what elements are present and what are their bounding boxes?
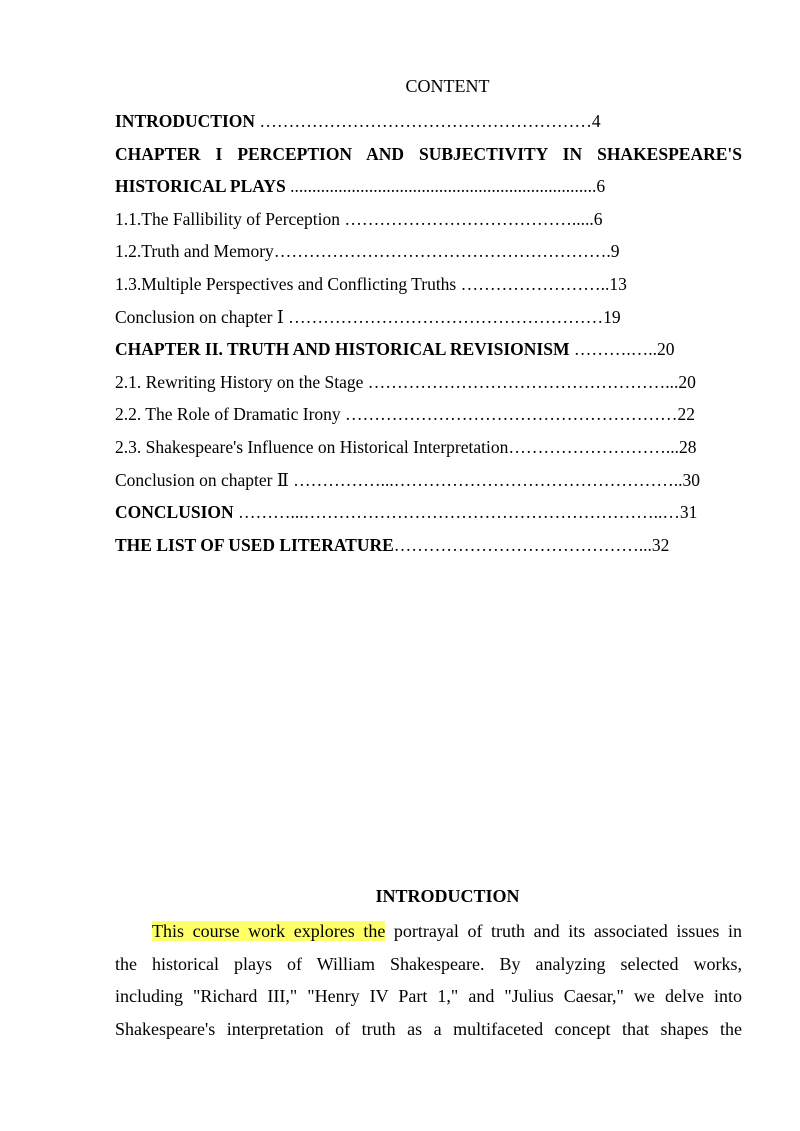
table-of-contents bbox=[115, 105, 742, 561]
toc-entry-leader: ………………………………………………… bbox=[340, 404, 678, 425]
toc-entry-title: Conclusion on chapter Ⅰ bbox=[115, 306, 284, 327]
toc-entry-leader: …………………………………………………. bbox=[273, 241, 611, 262]
toc-entry-leader: ……………………………………………… bbox=[283, 306, 604, 327]
toc-entry-1-2[interactable] bbox=[115, 235, 742, 268]
toc-entry-leader: …………………………………..... bbox=[340, 208, 594, 229]
toc-entry-leader: …………………….. bbox=[456, 273, 610, 294]
toc-entry-page: 4 bbox=[591, 111, 601, 131]
paragraph-line-text: portrayal of truth and its associated issues in bbox=[385, 921, 742, 941]
paragraph-line: the historical plays of William Shakespeare. By analyzing selected works, bbox=[115, 953, 742, 974]
toc-entry-chapter-2[interactable] bbox=[115, 333, 742, 366]
toc-entry-title: HISTORICAL PLAYS bbox=[115, 176, 286, 197]
toc-entry-literature[interactable] bbox=[115, 529, 742, 562]
toc-entry-conclusion-chapter-2[interactable] bbox=[115, 464, 742, 497]
toc-entry-title: Conclusion on chapter Ⅱ bbox=[115, 469, 289, 490]
toc-entry-page: 6 bbox=[596, 176, 606, 197]
toc-entry-page: 9 bbox=[610, 241, 620, 262]
toc-entry-page: 19 bbox=[603, 306, 621, 327]
toc-entry-conclusion-chapter-1[interactable] bbox=[115, 301, 742, 334]
toc-entry-leader: ...................................................................... bbox=[285, 176, 597, 197]
toc-entry-2-1[interactable] bbox=[115, 366, 742, 399]
toc-entry-2-3[interactable] bbox=[115, 431, 742, 464]
toc-entry-leader: ……………………………………………... bbox=[363, 371, 679, 392]
toc-entry-1-3[interactable] bbox=[115, 268, 742, 301]
toc-entry-1-1[interactable] bbox=[115, 203, 742, 236]
introduction-paragraph bbox=[115, 915, 742, 1045]
toc-entry-leader: ……………...………………………………………….. bbox=[288, 469, 683, 490]
toc-entry-conclusion[interactable] bbox=[115, 496, 742, 529]
toc-entry-title: 1.2.Truth and Memory bbox=[115, 241, 274, 262]
toc-entry-introduction[interactable] bbox=[115, 105, 742, 138]
toc-entry-title: 1.3.Multiple Perspectives and Conflicting Truths bbox=[115, 273, 457, 294]
toc-entry-leader: ………………………………………………… bbox=[255, 111, 592, 131]
toc-entry-title: CHAPTER II. TRUTH AND HISTORICAL REVISIONISM bbox=[115, 339, 570, 360]
toc-entry-2-2[interactable] bbox=[115, 398, 742, 431]
paragraph-line bbox=[115, 915, 742, 948]
toc-entry-title: CHAPTER I PERCEPTION AND SUBJECTIVITY IN SHAKESPEARE'S bbox=[115, 143, 742, 164]
toc-entry-title: CONCLUSION bbox=[115, 502, 234, 523]
introduction-heading: INTRODUCTION bbox=[375, 886, 520, 906]
toc-entry-page: 20 bbox=[656, 339, 675, 360]
toc-entry-title: 2.1. Rewriting History on the Stage bbox=[115, 371, 364, 392]
highlighted-text: This course work explores the bbox=[152, 921, 386, 941]
toc-entry-title: 1.1.The Fallibility of Perception bbox=[115, 208, 341, 229]
toc-entry-leader: ………...……………………………………………………..… bbox=[233, 502, 680, 523]
toc-entry-title: THE LIST OF USED LITERATURE bbox=[115, 534, 394, 555]
toc-entry-page: 20 bbox=[678, 371, 696, 392]
toc-entry-title: INTRODUCTION bbox=[115, 111, 256, 131]
toc-entry-leader: ……………………………………... bbox=[393, 534, 652, 555]
toc-entry-page: 28 bbox=[678, 436, 697, 457]
toc-entry-title: 2.3. Shakespeare's Influence on Historical Interpretation bbox=[115, 436, 509, 457]
toc-entry-page: 30 bbox=[682, 469, 700, 490]
toc-entry-page: 13 bbox=[609, 273, 627, 294]
toc-entry-page: 6 bbox=[593, 208, 603, 229]
toc-entry-leader: ………………………... bbox=[508, 436, 679, 457]
toc-entry-chapter-1[interactable] bbox=[115, 138, 742, 171]
toc-entry-chapter-1-continued[interactable] bbox=[115, 170, 742, 203]
content-title: CONTENT bbox=[405, 76, 490, 96]
paragraph-line: Shakespeare's interpretation of truth as a multifaceted concept that shapes the bbox=[115, 1018, 742, 1039]
toc-entry-page: 31 bbox=[679, 502, 698, 523]
toc-entry-page: 32 bbox=[651, 534, 670, 555]
toc-entry-page: 22 bbox=[677, 404, 696, 425]
toc-entry-leader: ……….….. bbox=[569, 339, 657, 360]
toc-entry-title: 2.2. The Role of Dramatic Irony bbox=[115, 404, 341, 425]
paragraph-line: including "Richard III," "Henry IV Part 1," and "Julius Caesar," we delve into bbox=[115, 986, 742, 1006]
